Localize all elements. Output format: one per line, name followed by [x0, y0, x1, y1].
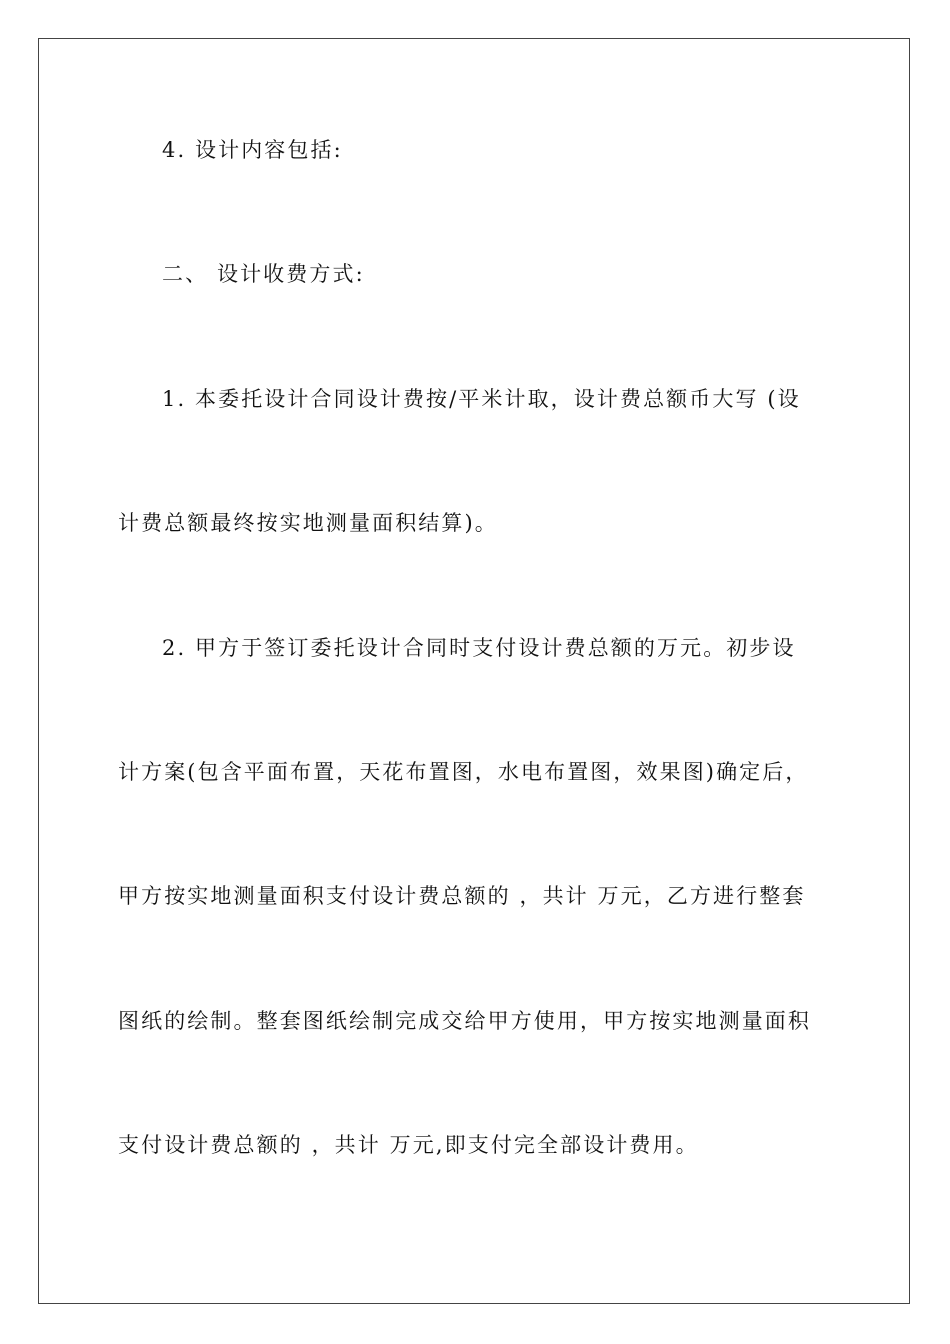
paragraph-2-line-2: 计方案(包含平面布置，天花布置图，水电布置图，效果图)确定后，	[118, 760, 809, 784]
item-4-design-content: 4. 设计内容包括:	[162, 138, 343, 162]
paragraph-1-line-1: 1. 本委托设计合同设计费按/平米计取，设计费总额币大写 (设	[162, 387, 801, 411]
paragraph-2-line-1: 2. 甲方于签订委托设计合同时支付设计费总额的万元。初步设	[162, 636, 796, 660]
section-2-fee-method-heading: 二、 设计收费方式:	[162, 262, 365, 286]
paragraph-1-line-2: 计费总额最终按实地测量面积结算)。	[118, 511, 498, 535]
paragraph-2-line-4: 图纸的绘制。整套图纸绘制完成交给甲方使用，甲方按实地测量面积	[118, 1009, 811, 1033]
paragraph-2-line-5: 支付设计费总额的 ，共计 万元,即支付完全部设计费用。	[118, 1133, 699, 1157]
page-border	[38, 38, 910, 1304]
paragraph-2-line-3: 甲方按实地测量面积支付设计费总额的 ，共计 万元，乙方进行整套	[118, 884, 806, 908]
